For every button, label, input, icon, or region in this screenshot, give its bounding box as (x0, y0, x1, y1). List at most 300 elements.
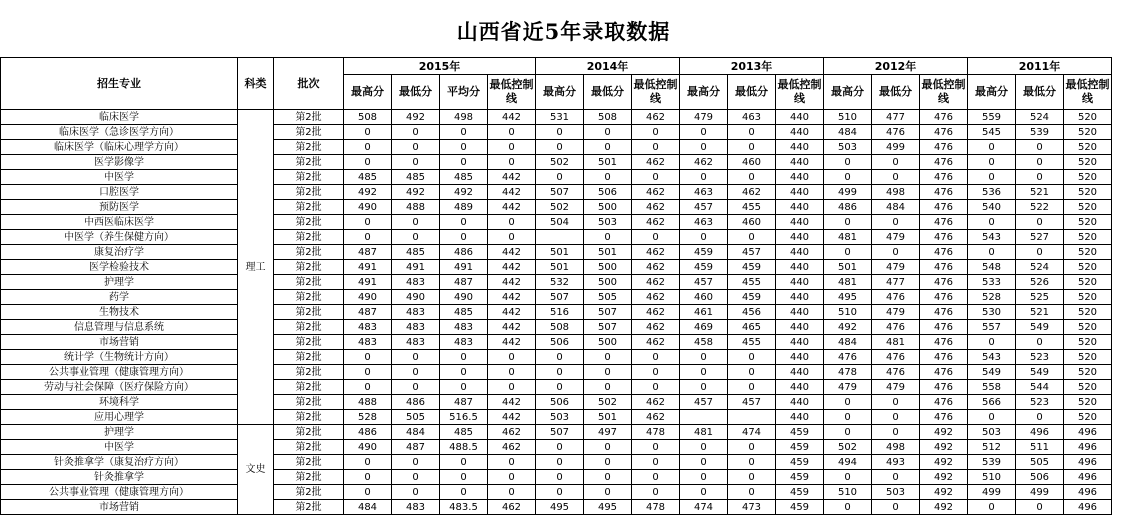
batch-cell: 第2批 (274, 140, 344, 155)
score-cell: 502 (824, 440, 872, 455)
score-cell: 476 (920, 335, 968, 350)
score-cell: 0 (824, 410, 872, 425)
score-cell: 474 (728, 425, 776, 440)
score-cell: 524 (1016, 260, 1064, 275)
score-cell: 442 (488, 275, 536, 290)
score-cell: 492 (344, 185, 392, 200)
score-cell: 524 (1016, 110, 1064, 125)
score-cell: 483 (392, 275, 440, 290)
score-cell: 508 (584, 110, 632, 125)
header-year-2015: 2015年 (344, 58, 536, 75)
score-cell: 481 (824, 230, 872, 245)
score-cell: 492 (392, 185, 440, 200)
batch-cell: 第2批 (274, 260, 344, 275)
score-cell: 0 (968, 500, 1016, 515)
score-cell: 485 (440, 170, 488, 185)
batch-cell: 第2批 (274, 155, 344, 170)
score-cell: 539 (968, 455, 1016, 470)
score-cell: 499 (872, 140, 920, 155)
score-cell: 506 (536, 335, 584, 350)
score-cell: 459 (776, 500, 824, 515)
table-body (1, 110, 1112, 515)
score-cell: 0 (632, 380, 680, 395)
score-cell: 462 (632, 245, 680, 260)
score-cell: 461 (680, 305, 728, 320)
score-cell: 503 (968, 425, 1016, 440)
table-row (1, 320, 1112, 335)
score-cell: 496 (1064, 440, 1112, 455)
score-cell: 440 (776, 410, 824, 425)
score-cell: 492 (920, 500, 968, 515)
score-cell: 0 (872, 395, 920, 410)
score-cell: 507 (584, 305, 632, 320)
score-cell: 510 (824, 305, 872, 320)
header-col: 最低分 (728, 75, 776, 110)
score-cell: 440 (776, 260, 824, 275)
score-cell: 0 (872, 425, 920, 440)
header-year-2011: 2011年 (968, 58, 1112, 75)
score-cell: 0 (968, 170, 1016, 185)
score-cell: 481 (872, 335, 920, 350)
score-cell: 511 (1016, 440, 1064, 455)
score-cell: 520 (1064, 320, 1112, 335)
score-cell: 457 (680, 395, 728, 410)
score-cell: 440 (776, 305, 824, 320)
score-cell: 476 (920, 215, 968, 230)
score-cell: 566 (968, 395, 1016, 410)
table-row (1, 200, 1112, 215)
score-cell: 490 (344, 290, 392, 305)
score-cell: 0 (584, 365, 632, 380)
score-cell: 506 (1016, 470, 1064, 485)
score-cell: 469 (680, 320, 728, 335)
header-year-2012: 2012年 (824, 58, 968, 75)
table-row (1, 245, 1112, 260)
score-cell: 520 (1064, 110, 1112, 125)
score-cell: 462 (632, 185, 680, 200)
score-cell: 492 (920, 440, 968, 455)
score-cell: 0 (392, 155, 440, 170)
score-cell: 520 (1064, 290, 1112, 305)
score-cell: 0 (440, 350, 488, 365)
table-row (1, 185, 1112, 200)
score-cell: 0 (968, 245, 1016, 260)
score-cell: 0 (584, 485, 632, 500)
score-cell: 0 (344, 380, 392, 395)
score-cell: 476 (920, 110, 968, 125)
score-cell: 496 (1064, 425, 1112, 440)
score-cell: 0 (536, 380, 584, 395)
batch-cell: 第2批 (274, 230, 344, 245)
score-cell: 0 (344, 485, 392, 500)
score-cell: 0 (680, 365, 728, 380)
score-cell: 462 (632, 155, 680, 170)
score-cell: 499 (824, 185, 872, 200)
score-cell: 520 (1064, 365, 1112, 380)
score-cell: 492 (920, 425, 968, 440)
score-cell: 440 (776, 320, 824, 335)
major-name-cell: 中医学（养生保健方向） (1, 230, 238, 245)
score-cell: 521 (1016, 185, 1064, 200)
score-cell: 460 (728, 215, 776, 230)
score-cell: 490 (440, 290, 488, 305)
table-row (1, 425, 1112, 440)
score-cell: 476 (920, 410, 968, 425)
batch-cell: 第2批 (274, 380, 344, 395)
score-cell: 442 (488, 290, 536, 305)
header-col: 最低分 (392, 75, 440, 110)
score-cell: 536 (968, 185, 1016, 200)
score-cell: 476 (920, 125, 968, 140)
score-cell: 0 (824, 395, 872, 410)
score-cell: 530 (968, 305, 1016, 320)
batch-cell: 第2批 (274, 485, 344, 500)
score-cell: 498 (872, 185, 920, 200)
table-row (1, 305, 1112, 320)
score-cell: 0 (680, 125, 728, 140)
score-cell: 504 (536, 215, 584, 230)
score-cell: 483 (344, 320, 392, 335)
score-cell: 492 (920, 470, 968, 485)
score-cell: 0 (1016, 155, 1064, 170)
score-cell: 0 (968, 140, 1016, 155)
header-major: 招生专业 (1, 58, 238, 110)
score-cell: 508 (344, 110, 392, 125)
table-row (1, 155, 1112, 170)
table-row (1, 125, 1112, 140)
score-cell: 492 (392, 110, 440, 125)
score-cell: 0 (440, 140, 488, 155)
score-cell: 476 (920, 200, 968, 215)
category-cell: 理工 (238, 110, 274, 425)
score-cell: 488 (392, 200, 440, 215)
score-cell: 0 (488, 125, 536, 140)
score-cell: 495 (584, 500, 632, 515)
score-cell: 508 (536, 320, 584, 335)
score-cell: 0 (584, 230, 632, 245)
score-cell: 479 (824, 380, 872, 395)
score-cell: 0 (488, 455, 536, 470)
score-cell: 505 (392, 410, 440, 425)
score-cell: 0 (488, 230, 536, 245)
score-cell: 0 (344, 350, 392, 365)
score-cell: 520 (1064, 410, 1112, 425)
score-cell: 0 (1016, 335, 1064, 350)
score-cell: 476 (872, 125, 920, 140)
score-cell: 549 (1016, 320, 1064, 335)
score-cell: 0 (488, 215, 536, 230)
score-cell: 0 (824, 245, 872, 260)
score-cell: 459 (728, 260, 776, 275)
table-row (1, 485, 1112, 500)
score-cell: 549 (1016, 365, 1064, 380)
score-cell: 476 (872, 365, 920, 380)
admission-table (0, 57, 1112, 515)
major-name-cell: 市场营销 (1, 500, 238, 515)
major-name-cell: 口腔医学 (1, 185, 238, 200)
score-cell: 505 (584, 290, 632, 305)
score-cell: 459 (680, 245, 728, 260)
score-cell: 0 (536, 455, 584, 470)
score-cell: 462 (632, 275, 680, 290)
header-col: 最低控制线 (1064, 75, 1112, 110)
score-cell: 0 (584, 470, 632, 485)
score-cell: 502 (584, 395, 632, 410)
score-cell: 0 (872, 470, 920, 485)
score-cell: 523 (1016, 350, 1064, 365)
score-cell: 505 (1016, 455, 1064, 470)
score-cell: 440 (776, 380, 824, 395)
score-cell: 0 (728, 140, 776, 155)
score-cell: 0 (632, 350, 680, 365)
score-cell: 495 (536, 500, 584, 515)
score-cell: 0 (824, 170, 872, 185)
score-cell: 0 (824, 470, 872, 485)
score-cell: 0 (824, 155, 872, 170)
score-cell: 479 (872, 380, 920, 395)
score-cell: 483 (392, 500, 440, 515)
batch-cell: 第2批 (274, 440, 344, 455)
score-cell: 458 (680, 335, 728, 350)
score-cell: 440 (776, 350, 824, 365)
score-cell: 442 (488, 200, 536, 215)
score-cell: 490 (344, 200, 392, 215)
score-cell: 510 (968, 470, 1016, 485)
score-cell: 462 (632, 410, 680, 425)
batch-cell: 第2批 (274, 200, 344, 215)
score-cell: 544 (1016, 380, 1064, 395)
major-name-cell: 中西医临床医学 (1, 215, 238, 230)
score-cell: 0 (584, 380, 632, 395)
batch-cell: 第2批 (274, 290, 344, 305)
score-cell: 0 (632, 125, 680, 140)
score-cell: 440 (776, 290, 824, 305)
score-cell: 0 (632, 440, 680, 455)
score-cell: 483 (392, 305, 440, 320)
score-cell: 0 (584, 455, 632, 470)
score-cell: 496 (1064, 500, 1112, 515)
major-name-cell: 临床医学 (1, 110, 238, 125)
score-cell: 559 (968, 110, 1016, 125)
score-cell: 0 (728, 230, 776, 245)
score-cell: 510 (824, 110, 872, 125)
category-cell: 文史 (238, 425, 274, 515)
score-cell: 462 (632, 395, 680, 410)
score-cell: 457 (680, 275, 728, 290)
header-col: 最低控制线 (776, 75, 824, 110)
score-cell: 457 (728, 245, 776, 260)
score-cell: 483 (440, 335, 488, 350)
major-name-cell: 中医学 (1, 170, 238, 185)
score-cell: 462 (632, 290, 680, 305)
score-cell: 0 (728, 440, 776, 455)
batch-cell: 第2批 (274, 110, 344, 125)
score-cell: 0 (584, 440, 632, 455)
score-cell: 0 (824, 425, 872, 440)
score-cell: 503 (824, 140, 872, 155)
score-cell: 440 (776, 365, 824, 380)
batch-cell: 第2批 (274, 350, 344, 365)
score-cell: 533 (968, 275, 1016, 290)
score-cell: 463 (680, 215, 728, 230)
score-cell: 478 (824, 365, 872, 380)
major-name-cell: 临床医学（急诊医学方向） (1, 125, 238, 140)
score-cell: 0 (440, 470, 488, 485)
score-cell: 0 (680, 455, 728, 470)
score-cell: 440 (776, 140, 824, 155)
score-cell: 0 (344, 140, 392, 155)
header-col: 平均分 (440, 75, 488, 110)
score-cell: 459 (776, 455, 824, 470)
batch-cell: 第2批 (274, 455, 344, 470)
table-row (1, 335, 1112, 350)
table-row (1, 290, 1112, 305)
table-row (1, 260, 1112, 275)
table-row (1, 170, 1112, 185)
score-cell: 0 (440, 215, 488, 230)
score-cell: 462 (632, 305, 680, 320)
major-name-cell: 针灸推拿学（康复治疗方向） (1, 455, 238, 470)
score-cell: 499 (1016, 485, 1064, 500)
score-cell: 503 (584, 215, 632, 230)
score-cell: 0 (680, 485, 728, 500)
score-cell: 476 (920, 380, 968, 395)
score-cell: 543 (968, 230, 1016, 245)
batch-cell: 第2批 (274, 275, 344, 290)
score-cell: 0 (440, 485, 488, 500)
score-cell: 498 (440, 110, 488, 125)
score-cell: 459 (776, 485, 824, 500)
score-cell: 0 (968, 335, 1016, 350)
score-cell: 521 (1016, 305, 1064, 320)
score-cell: 0 (1016, 215, 1064, 230)
header-col: 最高分 (344, 75, 392, 110)
score-cell: 507 (536, 185, 584, 200)
score-cell: 0 (632, 485, 680, 500)
score-cell: 478 (632, 425, 680, 440)
score-cell: 459 (728, 290, 776, 305)
score-cell: 488 (344, 395, 392, 410)
score-cell: 0 (488, 155, 536, 170)
score-cell: 0 (488, 350, 536, 365)
score-cell: 520 (1064, 305, 1112, 320)
score-cell: 499 (968, 485, 1016, 500)
score-cell: 0 (440, 155, 488, 170)
score-cell: 528 (968, 290, 1016, 305)
score-cell: 476 (920, 365, 968, 380)
score-cell: 490 (344, 440, 392, 455)
score-cell: 502 (536, 155, 584, 170)
score-cell: 506 (584, 185, 632, 200)
score-cell: 440 (776, 245, 824, 260)
table-row (1, 395, 1112, 410)
score-cell: 0 (680, 470, 728, 485)
batch-cell: 第2批 (274, 425, 344, 440)
batch-cell: 第2批 (274, 395, 344, 410)
score-cell: 500 (584, 260, 632, 275)
score-cell: 440 (776, 125, 824, 140)
batch-cell: 第2批 (274, 125, 344, 140)
score-cell: 0 (824, 500, 872, 515)
score-cell: 0 (440, 380, 488, 395)
score-cell: 0 (392, 230, 440, 245)
score-cell: 440 (776, 110, 824, 125)
score-cell: 0 (632, 470, 680, 485)
header-col: 最低分 (584, 75, 632, 110)
score-cell: 459 (776, 440, 824, 455)
score-cell: 485 (392, 170, 440, 185)
score-cell: 0 (536, 125, 584, 140)
score-cell: 558 (968, 380, 1016, 395)
score-cell: 532 (536, 275, 584, 290)
score-cell: 548 (968, 260, 1016, 275)
score-cell: 0 (872, 500, 920, 515)
score-cell: 520 (1064, 125, 1112, 140)
score-cell: 485 (440, 425, 488, 440)
score-cell: 0 (392, 380, 440, 395)
score-cell: 476 (920, 275, 968, 290)
table-row (1, 110, 1112, 125)
score-cell (536, 230, 584, 245)
score-cell: 440 (776, 185, 824, 200)
score-cell: 483 (440, 320, 488, 335)
score-cell: 0 (440, 125, 488, 140)
score-cell: 545 (968, 125, 1016, 140)
score-cell: 491 (440, 260, 488, 275)
score-cell: 0 (488, 470, 536, 485)
score-cell: 476 (920, 395, 968, 410)
score-cell: 520 (1064, 395, 1112, 410)
score-cell: 484 (824, 335, 872, 350)
score-cell: 462 (632, 200, 680, 215)
score-cell: 476 (872, 320, 920, 335)
score-cell: 462 (728, 185, 776, 200)
score-cell: 462 (632, 215, 680, 230)
batch-cell: 第2批 (274, 470, 344, 485)
major-name-cell: 公共事业管理（健康管理方向） (1, 485, 238, 500)
score-cell: 462 (488, 500, 536, 515)
score-cell: 0 (392, 125, 440, 140)
score-cell: 0 (488, 380, 536, 395)
score-cell: 457 (680, 200, 728, 215)
score-cell: 485 (440, 305, 488, 320)
score-cell: 476 (920, 245, 968, 260)
score-cell: 510 (824, 485, 872, 500)
major-name-cell: 统计学（生物统计方向） (1, 350, 238, 365)
score-cell: 476 (920, 155, 968, 170)
score-cell: 0 (728, 365, 776, 380)
batch-cell: 第2批 (274, 410, 344, 425)
score-cell: 483 (392, 320, 440, 335)
score-cell: 0 (536, 365, 584, 380)
score-cell: 0 (728, 170, 776, 185)
batch-cell: 第2批 (274, 215, 344, 230)
score-cell: 478 (632, 500, 680, 515)
score-cell: 487 (392, 440, 440, 455)
header-year-2013: 2013年 (680, 58, 824, 75)
score-cell: 520 (1064, 155, 1112, 170)
score-cell: 487 (440, 275, 488, 290)
score-cell: 462 (632, 110, 680, 125)
score-cell: 442 (488, 395, 536, 410)
score-cell: 476 (824, 350, 872, 365)
score-cell: 440 (776, 335, 824, 350)
score-cell: 462 (632, 335, 680, 350)
score-cell: 549 (968, 365, 1016, 380)
score-cell: 520 (1064, 140, 1112, 155)
header-batch: 批次 (274, 58, 344, 110)
score-cell: 0 (632, 140, 680, 155)
